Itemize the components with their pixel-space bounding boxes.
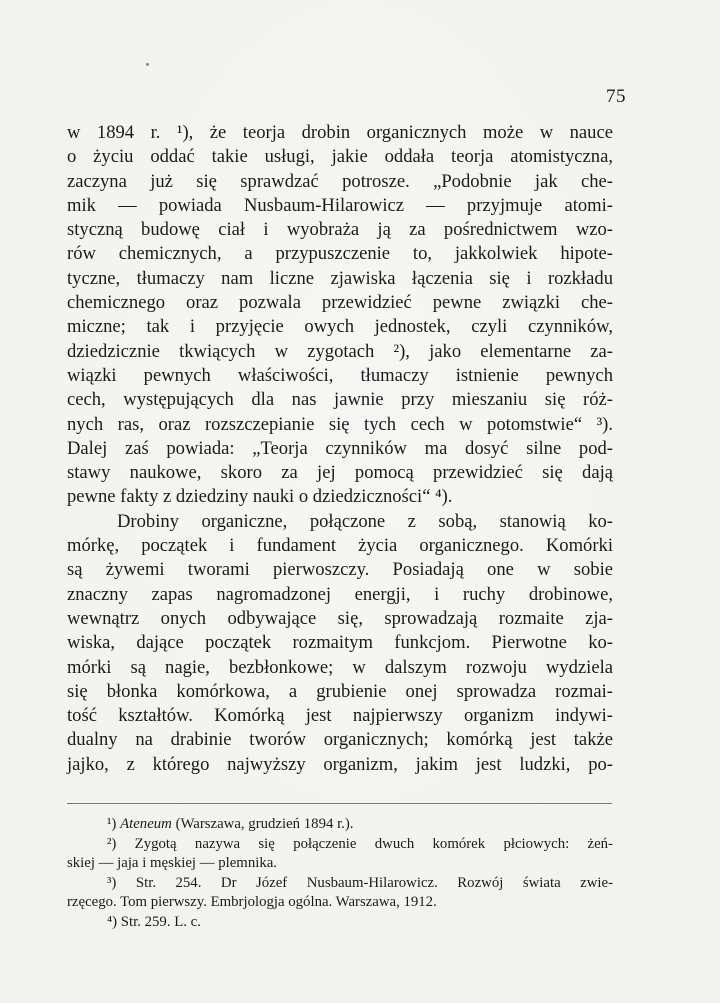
text-line: tyczne, tłumaczy nam liczne zjawiska łączenia się i rozkładu [67,267,613,289]
text-line: Dalej zaś powiada: „Teorja czynników ma dosyć silne pod- [67,437,613,459]
footnote-2: ²) Zygotą nazywa się połączenie dwuch komórek płciowych: żeń- [107,835,613,852]
text-line: zaczyna już się sprawdzać potrosze. „Podobnie jak che- [67,170,613,192]
text-line: się błonka komórkowa, a grubienie onej sprowadza rozmai- [67,680,613,702]
text-line: chemicznego oraz pozwala przewidzieć pewne związki che- [67,292,613,314]
footnote-text: (Warszawa, grudzień 1894 r.). [175,816,354,832]
text-line: miczne; tak i przyjęcie owych jednostek, czyli czynników, [67,316,613,338]
footnote-source-title: Ateneum [120,816,172,832]
text-line: nych ras, oraz rozszczepianie się tych cech w potomstwie“ ³). [67,413,613,435]
text-line: cech, występujących dla nas jawnie przy mieszaniu się róż- [67,389,613,411]
print-speck [146,63,149,66]
text-line: są żywemi tworami pierwoszczy. Posiadają one w sobie [67,559,613,581]
text-line: znaczny zapas nagromadzonej energji, i ruchy drobinowe, [67,583,613,605]
text-line: mórki są nagie, bezbłonkowe; w dalszym rozwoju wydziela [67,656,613,678]
text-line: styczną budowę ciał i wyobraża ją za pośrednictwem wzo- [67,219,613,241]
text-line: stawy naukowe, skoro za jej pomocą przewidzieć się dają [67,462,613,484]
text-line: mik — powiada Nusbaum-Hilarowicz — przyjmuje atomi- [67,194,613,216]
footnote-3: ³) Str. 254. Dr Józef Nusbaum-Hilarowicz. Rozwój świata zwie- [107,874,613,891]
text-line: wewnątrz onych odbywające się, sprowadzają rozmaite zja- [67,607,613,629]
footnote-marker: ¹) [107,816,117,832]
footnote-divider [67,803,612,804]
text-line: dualny na drabinie tworów organicznych; komórką jest także [67,729,613,751]
text-line: pewne fakty z dziedziny nauki o dziedziczności“ ⁴). [67,486,453,508]
page-number: 75 [606,86,626,107]
footnote-3-continued: rzęcego. Tom pierwszy. Embrjologja ogólna. Warszawa, 1912. [67,894,437,911]
text-line: dziedzicznie tkwiących w zygotach ²), jako elementarne za- [67,340,613,362]
footnote-4: ⁴) Str. 259. L. c. [107,913,201,930]
text-line: rów chemicznych, a przypuszczenie to, jakkolwiek hipote- [67,243,613,265]
footnotes [67,815,613,933]
footnote-2-continued: skiej — jaja i męskiej — plemnika. [67,855,277,872]
text-line: wiązki pewnych właściwości, tłumaczy istnienie pewnych [67,364,613,386]
paragraph-start-line: Drobiny organiczne, połączone z sobą, stanowią ko- [117,510,613,532]
text-line: tość kształtów. Komórką jest najpierwszy organizm indywi- [67,705,613,727]
text-line: o życiu oddać takie usługi, jakie oddała teorja atomistyczna, [67,146,613,168]
text-line: wiska, dające początek rozmaitym funkcjom. Pierwotne ko- [67,632,613,654]
text-line: mórkę, początek i fundament życia organicznego. Komórki [67,535,613,557]
text-line: w 1894 r. ¹), że teorja drobin organicznych może w nauce [67,122,613,143]
text-line: jajko, z którego najwyższy organizm, jakim jest ludzki, po- [67,753,613,775]
footnote-1 [67,815,613,835]
body-text [67,121,613,777]
